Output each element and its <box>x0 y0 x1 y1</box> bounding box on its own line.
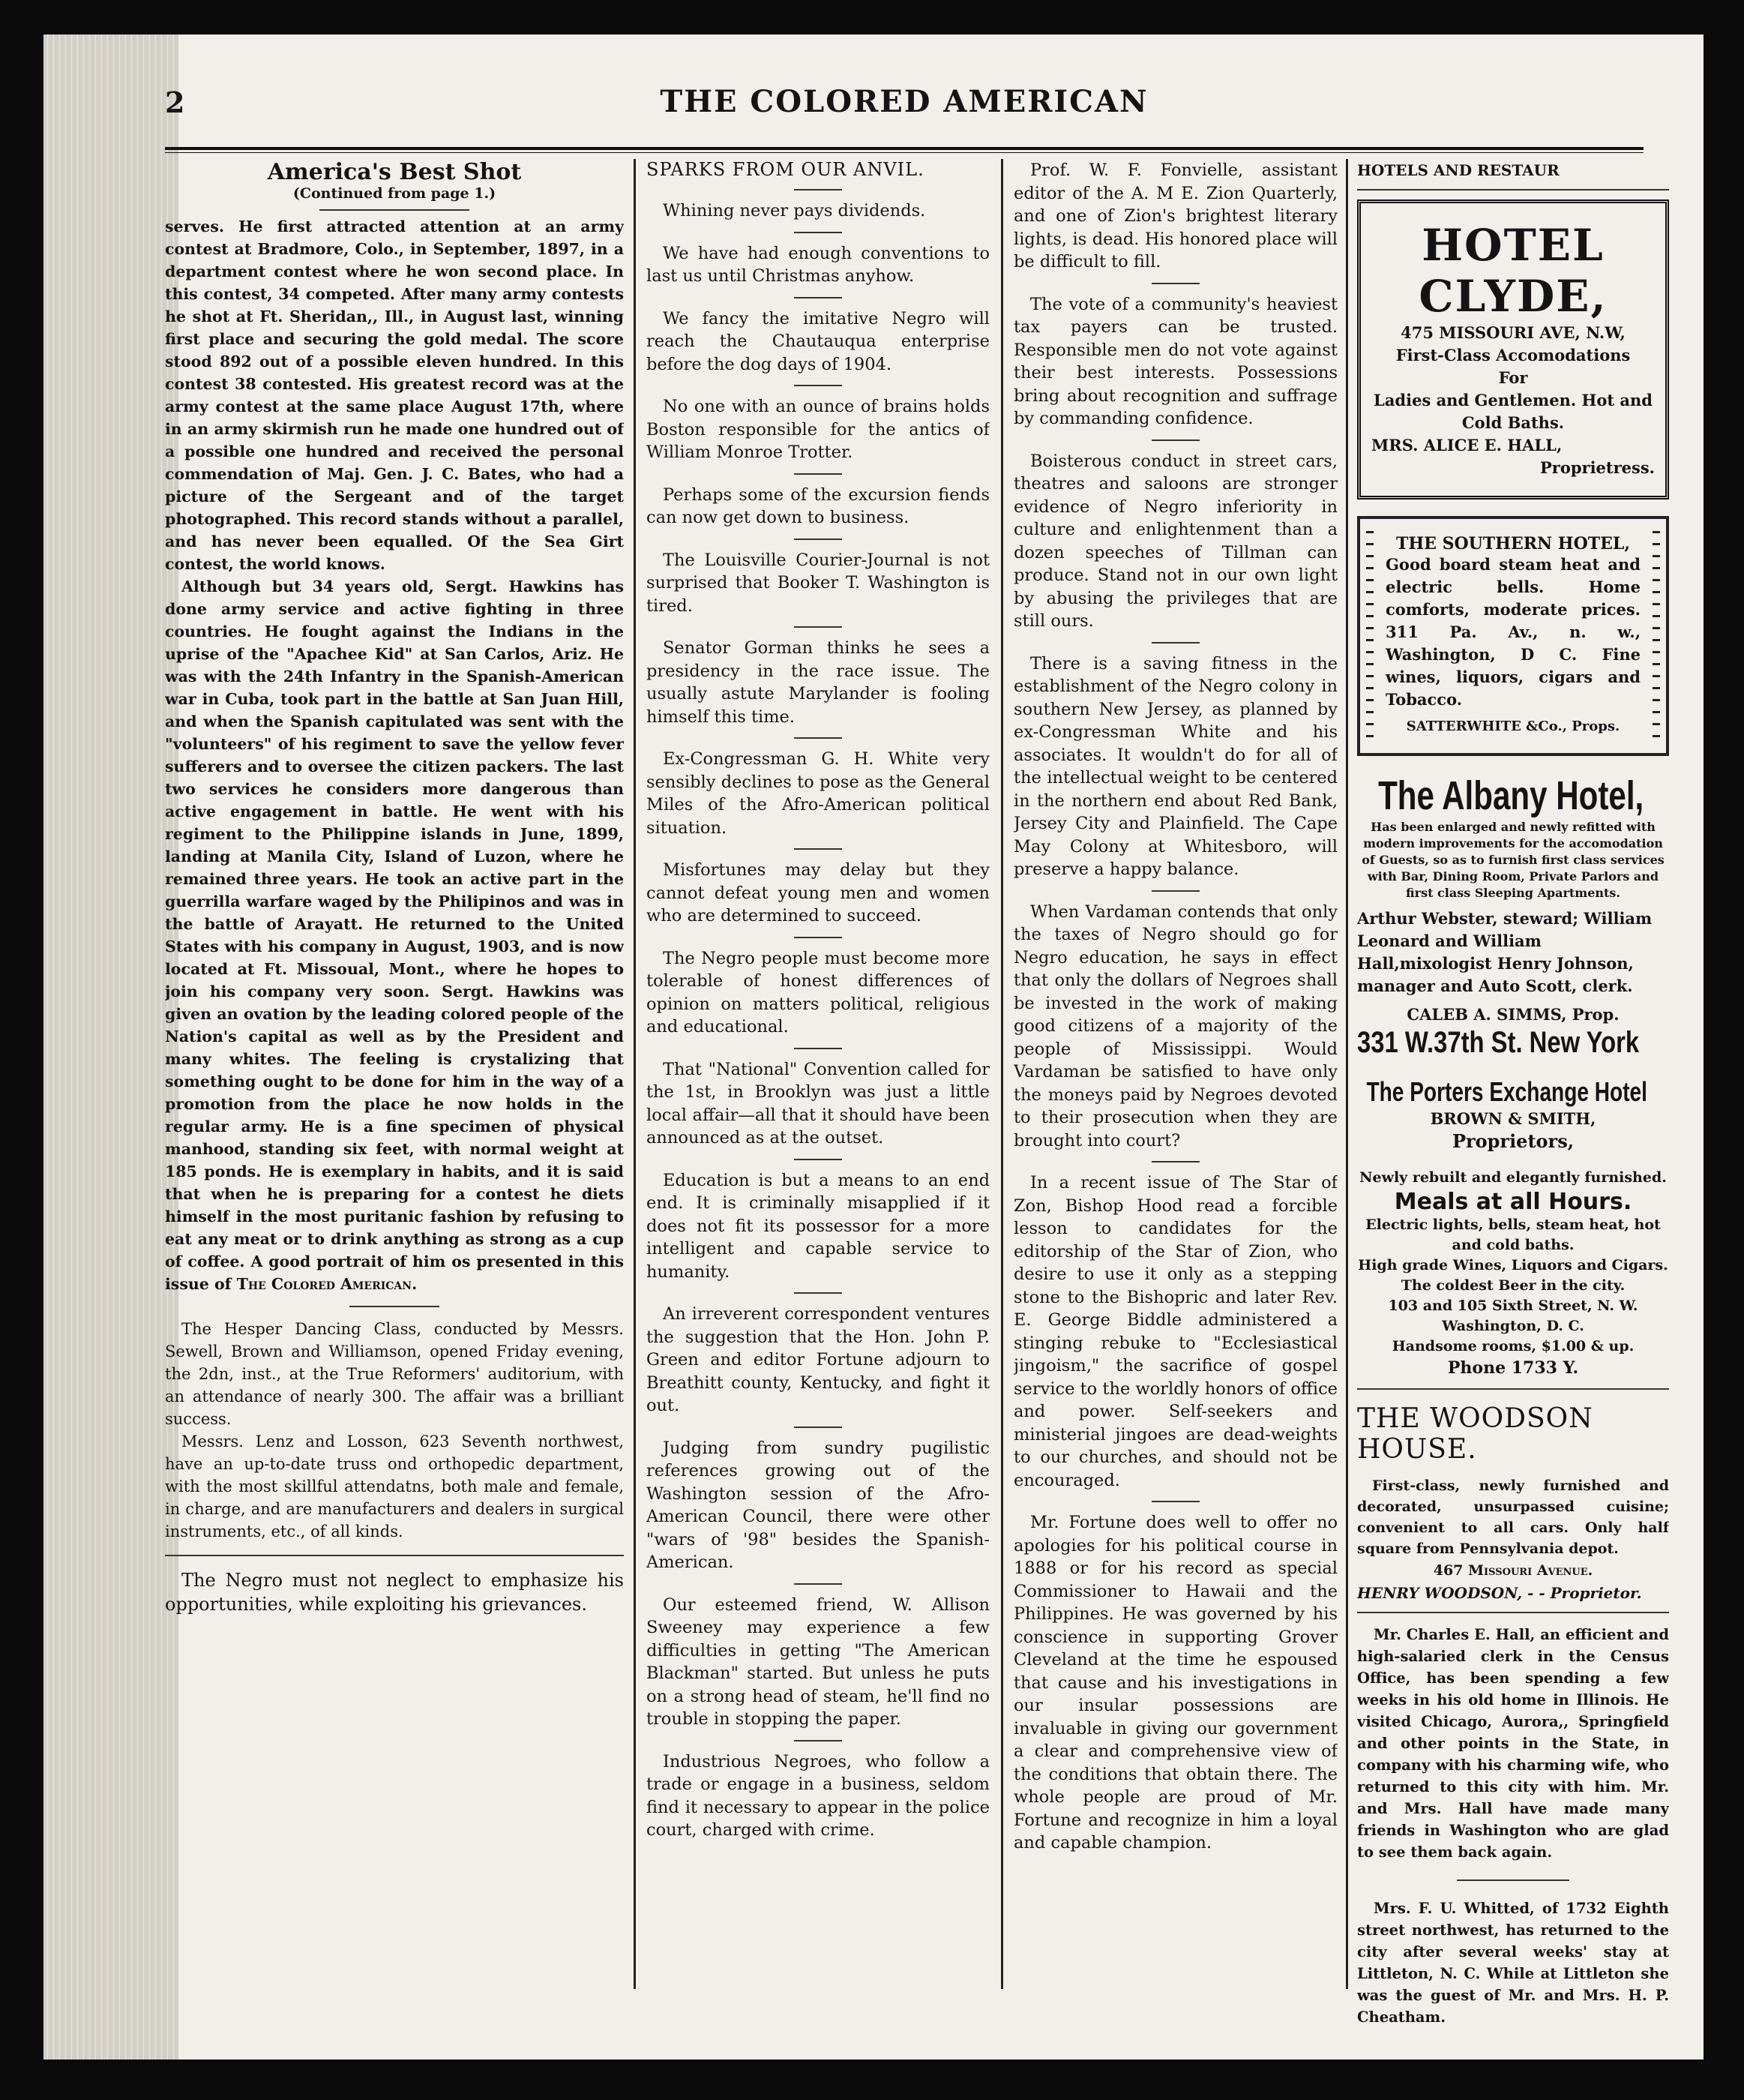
editorial-item: Industrious Negroes, who follow a trade or engage in a business, seldom find it necessary to appear in the police court, charged with crime. <box>646 1751 990 1840</box>
editorial-item: No one with an ounce of brains holds Boston responsible for the antics of William Monroe Trotter. <box>646 397 990 462</box>
book-spine <box>43 34 181 2060</box>
editorial-items <box>646 189 990 1842</box>
ad-line: Proprietors, <box>1452 1130 1575 1152</box>
ad-woodson-house <box>1357 1403 1669 1604</box>
column-2 <box>646 159 990 2082</box>
ad-line: BROWN & SMITH, <box>1430 1109 1596 1128</box>
divider <box>794 1740 842 1742</box>
ad-hotel-clyde <box>1357 200 1669 500</box>
editorial-item: Our esteemed friend, W. Allison Sweeney may experience a few difficulties in getting "The American Blackman" started. But unless he puts on a strong head of steam, he'll find no trouble in stopping the paper. <box>646 1594 990 1729</box>
divider <box>1357 189 1669 190</box>
divider <box>349 1306 439 1307</box>
column-1 <box>165 159 624 2082</box>
ad-line: 467 Missouri Avenue. <box>1433 1562 1593 1579</box>
divider <box>1152 283 1200 284</box>
divider <box>794 737 842 739</box>
editorial-item: Education is but a means to an end end. It is criminally misapplied if it does not fit its possessor for a more intelligent and capable service to humanity. <box>646 1170 990 1282</box>
divider <box>794 297 842 298</box>
section-heading: HOTELS AND RESTAUR <box>1357 161 1560 179</box>
ad-line: Arthur Webster, steward; William Leonard and William Hall,mixologist Henry Johnson, manager and Auto Scott, clerk. <box>1357 909 1653 995</box>
editorial-item: Boisterous conduct in street cars, theatres and saloons are stronger evidence of Negro inferiority in culture and enlightenment than a dozen speeches of Tillman can produce. Stand not in our own light by abusing the privileges that are still ours. <box>1014 451 1338 631</box>
ad-title: THE SOUTHERN HOTEL, <box>1395 534 1631 554</box>
ad-porters-exchange <box>1357 1076 1669 1379</box>
divider <box>1457 1880 1569 1881</box>
news-item: Mrs. F. U. Whitted, of 1732 Eighth street northwest, has returned to the city after several weeks' stay at Littleton, N. C. While at Littleton she was the guest of Mr. and Mrs. H. P. Cheatham. <box>1357 1900 1669 2026</box>
editorial-item: When Vardaman contends that only the taxes of Negro should go for Negro education, he says in effect that only the dollars of Negroes shall be invested in the work of making good citizens of a majority of the people of Mississippi. Would Vardaman be satisfied to have only the moneys paid by Negroes devoted to their prosecution when they are brought into court? <box>1014 902 1338 1150</box>
divider <box>794 473 842 475</box>
news-item: Mr. Charles E. Hall, an efficient and high-salaried clerk in the Census Office, has been spending a few weeks in his old home in Illinois. He visited Chicago, Aurora,, Springfield and other points in the State, in company with his charming wife, who returned to this city with him. Mr. and Mrs. Hall have made many friends in Washington who are glad to see them back again. <box>1357 1626 1669 1861</box>
paper-name-inline: The Colored American. <box>236 1275 418 1293</box>
divider <box>165 1555 624 1556</box>
ad-line: Ladies and Gentlemen. Hot and Cold Baths. <box>1374 391 1653 432</box>
ad-line: Washington, D. C. <box>1442 1318 1584 1334</box>
editorial-item: In a recent issue of The Star of Zon, Bishop Hood read a forcible lesson to candidates for the editorship of the Star of Zion, who desire to use it only as a stepping stone to the Bishopric and later Rev. E. George Biddle administered a stinging rebuke to "Ecclesiastical jingoism," the sacrifice of gospel service to the worldly honors of office and power. Self-seekers and ministerial jingoes are dead-weights to our churches, and should not be encouraged. <box>1014 1173 1338 1490</box>
column-rule-2 <box>1001 159 1003 1989</box>
column-3 <box>1014 159 1338 2082</box>
column-rule-1 <box>634 159 636 1989</box>
ad-phone: Phone 1733 Y. <box>1447 1358 1579 1378</box>
divider <box>1152 440 1200 441</box>
column-4 <box>1357 159 1669 2082</box>
divider <box>1357 1388 1669 1390</box>
divider <box>1152 1161 1200 1162</box>
ad-line: 475 MISSOURI AVE, N.W, <box>1401 323 1626 342</box>
divider <box>794 1159 842 1160</box>
masthead-rule <box>165 147 1644 150</box>
divider <box>1357 1612 1669 1613</box>
article-headline: America's Best Shot <box>267 159 522 185</box>
editorial-item: The vote of a community's heaviest tax payers can be trusted. Responsible men do not vote against their best interests. Possessions bring about recognition and suffrage by commanding confidence. <box>1014 294 1338 428</box>
divider <box>794 1583 842 1585</box>
editorial-item: That "National" Convention called for the 1st, in Brooklyn was just a little local affair—all that it should have been announced as at the outset. <box>646 1059 990 1148</box>
editorial-items <box>1014 159 1338 1855</box>
ad-body: First-class, newly furnished and decorated, unsurpassed cuisine; convenient to all cars. Only half square from Pennsylvania depot. <box>1357 1478 1669 1557</box>
masthead <box>165 81 1644 141</box>
ad-line: 103 and 105 Sixth Street, N. W. <box>1388 1298 1638 1314</box>
ad-line: SATTERWHITE &Co., Props. <box>1406 718 1620 734</box>
news-item: The Hesper Dancing Class, conducted by Messrs. Sewell, Brown and Williamson, opened Friday evening, the 2dn, inst., at the True Reformers' auditorium, with an attendance of nearly 300. The affair was a brilliant success. <box>165 1320 624 1428</box>
editorial-item: Whining never pays dividends. <box>663 201 926 220</box>
ad-address: 331 W.37th St. New York <box>1357 1026 1640 1059</box>
ad-body: Has been enlarged and newly refitted with modern improvements for the accomodation of Guests, so as to furnish first class services with Bar, Dining Room, Private Parlors and first class Sleeping Apartments. <box>1362 820 1665 900</box>
masthead-rule-thin <box>165 152 1644 153</box>
divider <box>794 538 842 540</box>
editorial-item: An irreverent correspondent ventures the suggestion that the Hon. John P. Green and editor Fortune adjourn to Breathitt county, Kentucky, and fight it out. <box>646 1304 990 1415</box>
divider <box>794 1426 842 1428</box>
ad-line: Handsome rooms, $1.00 & up. <box>1392 1338 1635 1354</box>
editorial-item: Perhaps some of the excursion fiends can now get down to business. <box>646 484 990 527</box>
ad-albany-hotel <box>1357 772 1669 1060</box>
divider <box>794 1292 842 1294</box>
ad-line: MRS. ALICE E. HALL, <box>1371 436 1563 454</box>
divider <box>794 626 842 628</box>
divider <box>794 937 842 938</box>
ad-line: The coldest Beer in the city. <box>1401 1277 1626 1294</box>
ad-southern-hotel <box>1357 516 1669 756</box>
editorial-item: The Negro people must become more tolerable of honest differences of opinion on matters political, religious and educational. <box>646 948 990 1036</box>
divider <box>1152 890 1200 892</box>
ad-title: THE WOODSON HOUSE. <box>1357 1403 1593 1465</box>
article-subhead: (Continued from page 1.) <box>292 185 496 202</box>
page-number: 2 <box>165 86 185 119</box>
section-heading: SPARKS FROM OUR ANVIL. <box>646 159 924 180</box>
ad-title: The Porters Exchange Hotel <box>1366 1076 1647 1107</box>
divider <box>1152 642 1200 644</box>
article-text: Although but 34 years old, Sergt. Hawkins has done army service and active fighting in three countries. He fought against the Indians in the uprise of the "Apachee Kid" at San Carlos, Ariz. He was with the 24th Infantry in the Spanish-American war in Cuba, took part in the battle at San Juan Hill, and when the Spanish capitulated was sent with the "volunteers" of his regiment to save the yellow fever sufferers and to oversee the citizen packers. The last two services he considers more dangerous than active engagement in battle. He went with his regiment to the Philippine islands in June, 1899, landing at Manila City, Island of Luzon, where he remained three years. He took an active part in the guerrilla warfare waged by the Philipinos and was in the battle of Arayatt. He returned to the United States with his company in August, 1903, and is now located at Ft. Missoual, Mont., where he hopes to join his company very soon. Sergt. Hawkins was given an ovation by the leading colored people of the Nation's capital as well as by the President and many whites. The feeling is crystalizing that something ought to be done for him in the way of a promotion from the place he now holds in the regular army. He is a fine specimen of physical manhood, standing six feet, with normal weight at 185 ponds. He is exemplary in habits, and it is said that when he is preparing for a contest he diets himself in the most puritanic fashion by refusing to eat any meat or to drink anything as strong as a cup of coffee. A good portrait of him os presented in this issue of <box>165 578 624 1293</box>
divider <box>794 189 842 190</box>
editorial-item: We have had enough conventions to last us until Christmas anyhow. <box>646 243 990 286</box>
ad-line: Proprietress. <box>1539 458 1655 477</box>
ad-line: For <box>1498 368 1528 387</box>
article-paragraph: serves. He first attracted attention at an army contest at Bradmore, Colo., in September, 1897, in a department contest where he won second place. In this contest, 34 competed. After many army contests he shot at Ft. Sheridan,, Ill., in August last, winning first place and securing the gold medal. The score stood 892 out of a possible eleven hundred. In this contest 38 contested. His greatest record was at the army contest at the same place August 17th, where in an army skirmish run he made one hundred out of a possible one hundred and received the personal commendation of Maj. Gen. J. C. Bates, who had a picture of the Sergeant and of the target photographed. This record stands without a parallel, and has never been equalled. Of the Sea Girt contest, the world knows. <box>165 218 624 573</box>
news-item: The Negro must not neglect to emphasize his opportunities, while exploiting his grievances. <box>165 1570 624 1615</box>
ad-line: CALEB A. SIMMS, Prop. <box>1407 1005 1620 1024</box>
ad-title: HOTEL CLYDE, <box>1419 220 1608 322</box>
divider <box>794 385 842 386</box>
divider <box>794 848 842 850</box>
editorial-item: Misfortunes may delay but they cannot defeat young men and women who are determined to succeed. <box>646 860 990 926</box>
article-paragraph <box>165 575 624 1295</box>
news-item: Messrs. Lenz and Losson, 623 Seventh northwest, have an up-to-date truss ond orthopedic department, with the most skillful attendatns, both male and female, in charge, and are manufacturers and dealers in surgical instruments, etc., of all kinds. <box>165 1432 624 1540</box>
ad-line: Electric lights, bells, steam heat, hot and cold baths. <box>1365 1216 1661 1253</box>
ad-line: HENRY WOODSON, - - Proprietor. <box>1357 1584 1642 1602</box>
editorial-item: Ex-Congressman G. H. White very sensibly declines to pose as the General Miles of the Afro-American political situation. <box>646 749 990 838</box>
ad-line: High grade Wines, Liquors and Cigars. <box>1358 1257 1668 1274</box>
editorial-item: Senator Gorman thinks he sees a presidency in the race issue. The usually astute Marylander is fooling himself this time. <box>646 638 990 727</box>
paper-title: THE COLORED AMERICAN <box>660 84 1149 119</box>
divider <box>794 1048 842 1049</box>
divider <box>319 209 469 211</box>
editorial-item: Mr. Fortune does well to offer no apologies for his political course in 1888 or for his record as special Commissioner to Hawaii and the Philippines. He was governed by his conscience in supporting Grover Cleveland at the time he espoused that cause and his investigations in our insular possessions are invaluable in giving our government a clear and comprehensive view of the conditions that obtain there. The whole people are proud of Mr. Fortune and recognize in him a loyal and capable champion. <box>1014 1513 1338 1852</box>
local-news <box>1357 1624 1669 2028</box>
editorial-item: Prof. W. F. Fonvielle, assistant editor of the A. M E. Zion Quarterly, and one of Zion's brightest literary lights, is dead. His honored place will be difficult to fill. <box>1014 160 1338 272</box>
column-rule-3 <box>1346 159 1348 1989</box>
editorial-item: There is a saving fitness in the establishment of the Negro colony in southern New Jersey, as planned by ex-Congressman White and his associates. It wouldn't do for all of the intellectual weight to be centered in the northern end about Red Bank, Jersey City and Plainfield. The Cape May Colony at Whitesboro, will preserve a happy balance. <box>1014 653 1338 879</box>
divider <box>794 232 842 233</box>
ad-line: First-Class Accomodations <box>1395 346 1631 364</box>
editorial-item: Judging from sundry pugilistic references growing out of the Washington session of the Afro-American Council, there were other "wars of '98" besides the Spanish-American. <box>646 1438 990 1572</box>
ad-title: The Albany Hotel, <box>1378 773 1644 818</box>
ad-line: Meals at all Hours. <box>1394 1189 1632 1215</box>
ad-line: Newly rebuilt and elegantly furnished. <box>1359 1169 1667 1186</box>
editorial-item: We fancy the imitative Negro will reach the Chautauqua enterprise before the dog days of 1904. <box>646 308 990 374</box>
ad-body: Good board steam heat and electric bells. Home comforts, moderate prices. 311 Pa. Av., n. w., Washington, D C. Fine wines, liquors, cigars and Tobacco. <box>1386 555 1641 709</box>
divider <box>1152 1501 1200 1502</box>
editorial-item: The Louisville Courier-Journal is not surprised that Booker T. Washington is tired. <box>646 550 990 616</box>
